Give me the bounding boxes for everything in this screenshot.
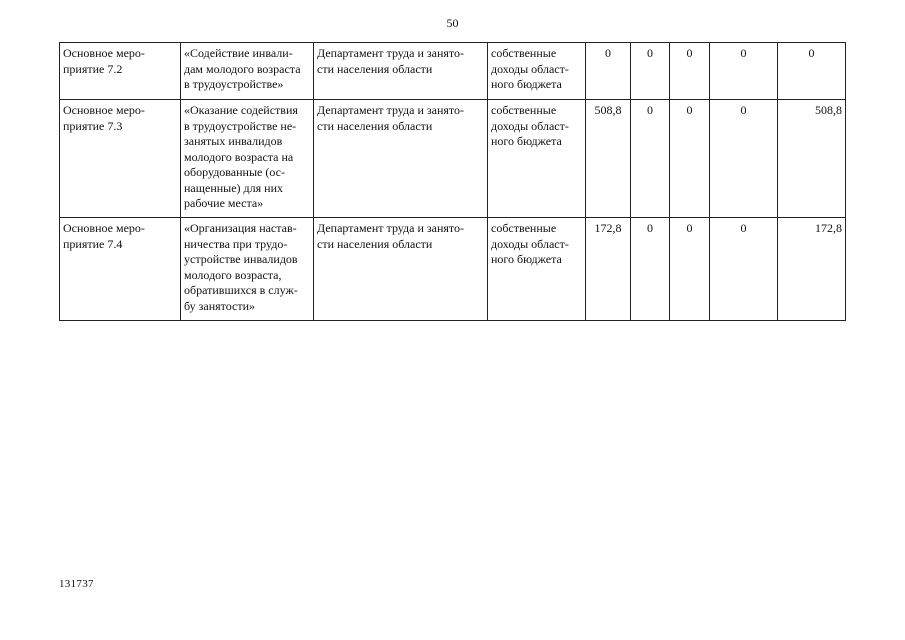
activity-line: Основное меро- [63,221,145,235]
executor-cell [314,100,488,218]
table-row [60,100,846,218]
activity-line: приятие 7.4 [63,236,123,251]
value-cell: 172,8 [778,218,846,321]
description-line: дам молодого возраста [184,61,301,76]
value-cell: 0 [778,43,846,100]
source-line: собственные [491,221,557,235]
description-line: занятых инвалидов [184,134,283,148]
description-line: нащенные) для них [184,180,283,195]
activities-table [59,42,846,321]
table-row [60,43,846,100]
description-line: в трудоустройстве не- [184,118,297,133]
executor-line: сти населения области [317,236,433,251]
description-line: молодого возраста на [184,149,294,164]
activity-line: приятие 7.2 [63,61,123,76]
source-line: собственные [491,46,557,60]
table-row [60,218,846,321]
value-cell: 0 [670,43,710,100]
value-cell: 508,8 [778,100,846,218]
description-line: молодого возраста, [184,267,282,282]
description-cell [181,43,314,100]
description-line: оборудованные (ос- [184,165,285,179]
activity-cell [60,218,181,321]
description-cell [181,218,314,321]
source-line: ного бюджета [491,77,562,91]
description-line: ничества при трудо- [184,236,288,251]
executor-cell [314,43,488,100]
activity-cell [60,100,181,218]
activity-line: приятие 7.3 [63,118,123,133]
source-line: доходы област- [491,61,569,76]
executor-cell [314,218,488,321]
value-cell: 0 [631,43,670,100]
value-cell: 0 [670,218,710,321]
activity-line: Основное меро- [63,103,145,117]
source-line: ного бюджета [491,134,562,148]
value-total-cell: 0 [586,43,631,100]
description-line: «Оказание содействия [184,103,298,117]
document-code: 131737 [59,578,94,590]
value-total-cell: 172,8 [586,218,631,321]
executor-line: сти населения области [317,61,433,76]
executor-line: Департамент труда и занято- [317,46,464,60]
source-cell [488,43,586,100]
activity-line: Основное меро- [63,46,145,60]
activity-cell [60,43,181,100]
description-line: обратившихся в служ- [184,283,298,297]
source-cell [488,218,586,321]
executor-line: сти населения области [317,118,433,133]
source-line: ного бюджета [491,252,562,266]
description-line: «Организация настав- [184,221,297,235]
value-cell: 0 [710,218,778,321]
description-line: устройстве инвалидов [184,252,298,266]
description-line: «Содействие инвали- [184,46,293,60]
description-line: бу занятости» [184,298,256,313]
description-cell [181,100,314,218]
executor-line: Департамент труда и занято- [317,221,464,235]
value-cell: 0 [710,100,778,218]
executor-line: Департамент труда и занято- [317,103,464,117]
value-cell: 0 [710,43,778,100]
source-line: собственные [491,103,557,117]
description-line: в трудоустройстве» [184,77,284,91]
value-cell: 0 [631,100,670,218]
description-line: рабочие места» [184,196,264,210]
value-cell: 0 [631,218,670,321]
source-line: доходы област- [491,236,569,251]
value-total-cell: 508,8 [586,100,631,218]
source-line: доходы област- [491,118,569,133]
source-cell [488,100,586,218]
page-number: 50 [446,16,459,30]
value-cell: 0 [670,100,710,218]
